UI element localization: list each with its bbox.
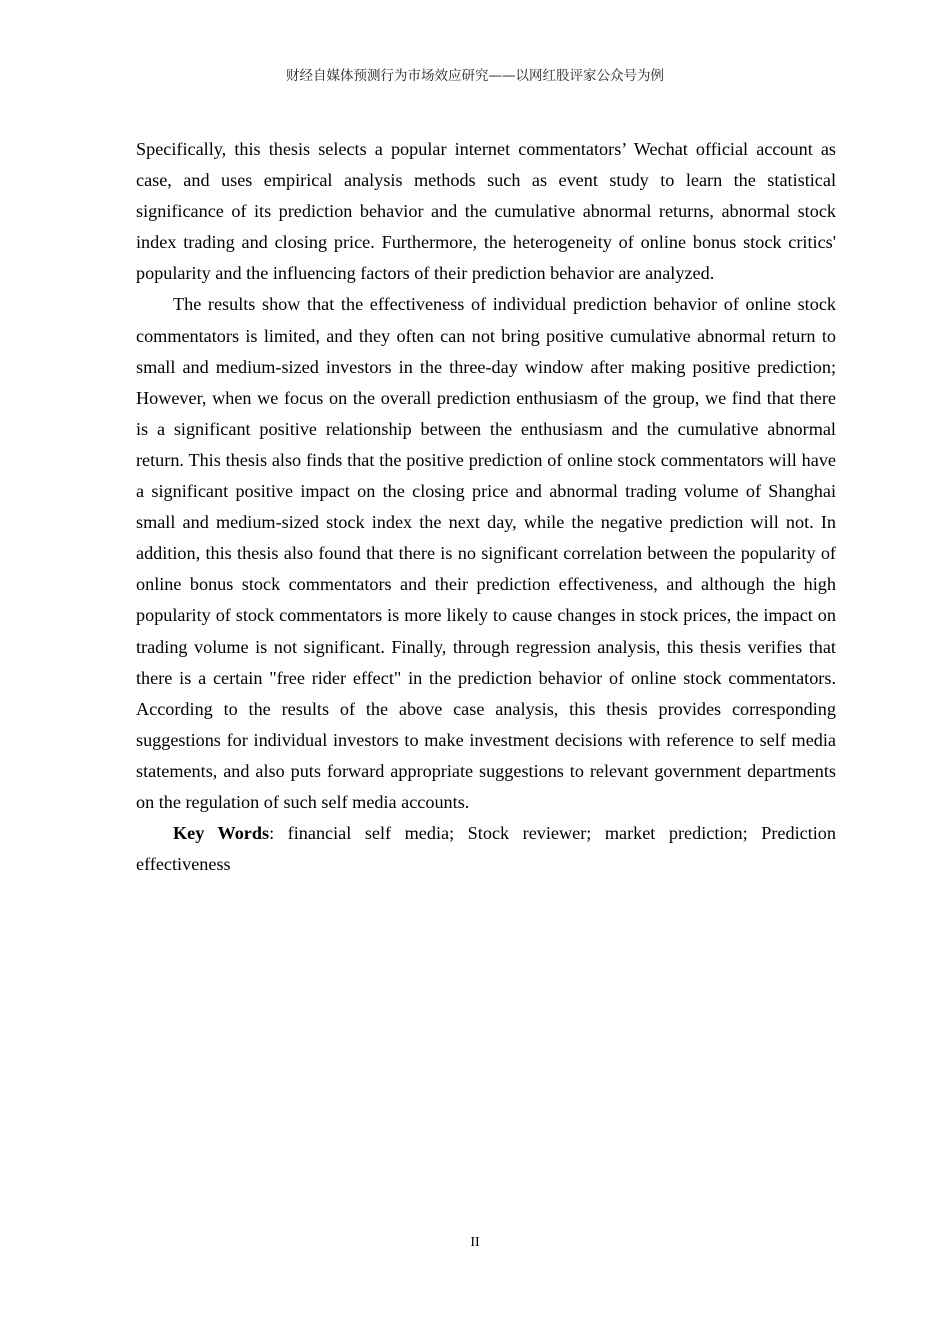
abstract-paragraph-2: The results show that the effectiveness of individual prediction behavior of online stock commentators is limited, and they often can not bring positive cumulative abnormal return to small and medium-sized investors in the three-day window after making positive prediction; However, when we focus on the overall prediction enthusiasm of the group, we find that there is a significant positive relationship between the enthusiasm and the cumulative abnormal return. This thesis also finds that the positive prediction of online stock commentators will have a significant positive impact on the closing price and abnormal trading volume of Shanghai small and medium-sized stock index the next day, while the negative prediction will not. In addition, this thesis also found that there is no significant correlation between the popularity of online bonus stock commentators and their prediction effectiveness, and although the high popularity of stock commentators is more likely to cause changes in stock prices, the impact on trading volume is not significant. Finally, through regression analysis, this thesis verifies that there is a certain "free rider effect" in the prediction behavior of online stock commentators. According to the results of the above case analysis, this thesis provides corresponding suggestions for individual investors to make investment decisions with reference to self media statements, and also puts forward appropriate suggestions to relevant government departments on the regulation of such self media accounts. [136,294,836,812]
keywords-line [136,818,836,880]
running-header: 财经自媒体预测行为市场效应研究——以网红股评家公众号为例 [286,68,664,84]
keywords-text: : financial self media; Stock reviewer; market prediction; Prediction effectiveness [136,823,836,875]
keywords-label: Key Words [173,823,270,844]
page-number: II [470,1235,480,1250]
abstract-body [136,134,836,880]
abstract-paragraph-1: Specifically, this thesis selects a popular internet commentators’ Wechat official account as case, and uses empirical analysis methods such as event study to learn the statistical significance of its prediction behavior and the cumulative abnormal returns, abnormal stock index trading and closing price. Furthermore, the heterogeneity of online bonus stock critics' popularity and the influencing factors of their prediction behavior are analyzed. [136,139,836,284]
